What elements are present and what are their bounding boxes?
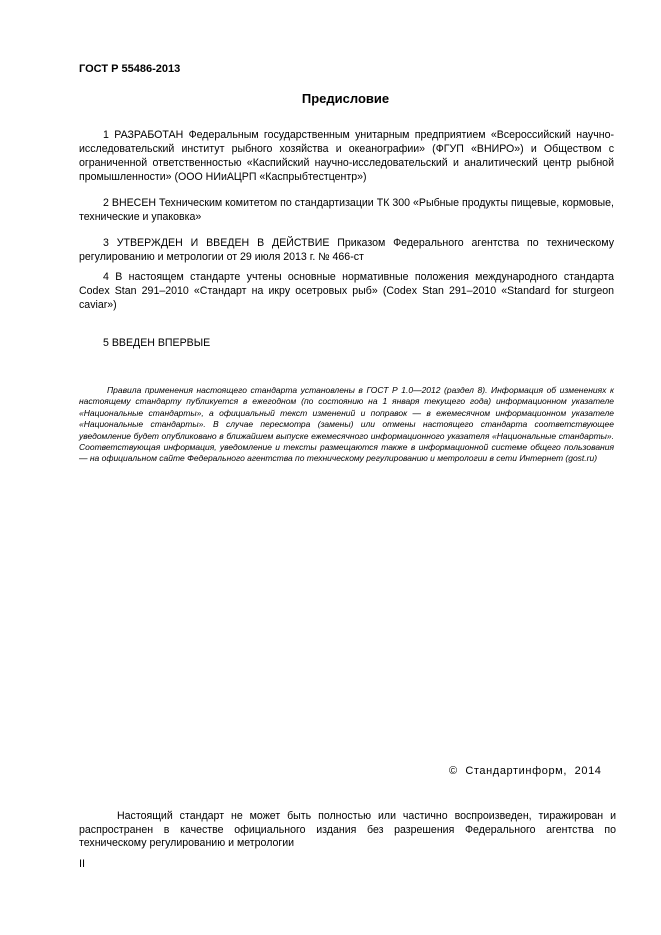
document-code: ГОСТ Р 55486-2013 [79,63,181,75]
application-rules-note: Правила применения настоящего стандарта установлены в ГОСТ Р 1.0—2012 (раздел 8). Информация об изменениях к настоящему стандарту публикуется в ежегодном (по состоянию на 1 января текущего года) информационном указателе «Национальные стандарты», а официальный текст изменений и поправок — в ежемесячном информационном указателе «Национальные стандарты». В случае пересмотра (замены) или отмены настоящего стандарта соответствующее уведомление будет опубликовано в ближайшем выпуске ежемесячного информационного указателя «Национальные стандарты». Соответствующая информация, уведомление и тексты размещаются также в информационной системе общего пользования — на официальном сайте Федерального агентства по техническому регулированию и метрологии в сети Интернет (gost.ru) [79,385,614,464]
foreword-item-2: 2 ВНЕСЕН Техническим комитетом по стандартизации ТК 300 «Рыбные продукты пищевые, кормовые, технические и упаковка» [79,197,614,223]
foreword-item-5: 5 ВВЕДЕН ВПЕРВЫЕ [103,337,211,349]
copyright: © Стандартинформ, 2014 [449,765,602,777]
foreword-item-4: 4 В настоящем стандарте учтены основные нормативные положения международного стандарта Codex Stan 291–2010 «Стандарт на икру осетровых рыб» (Codex Stan 291–2010 «Standard for sturgeon caviar») [79,271,614,311]
page-number: II [79,858,86,870]
reproduction-notice: Настоящий стандарт не может быть полностью или частично воспроизведен, тиражирован и распространен в качестве официального издания без разрешения Федерального агентства по техническому регулированию и метрологии [79,810,616,849]
page-title: Предисловие [301,91,390,106]
foreword-item-3: 3 УТВЕРЖДЕН И ВВЕДЕН В ДЕЙСТВИЕ Приказом Федерального агентства по техническому регулированию и метрологии от 29 июля 2013 г. № 466-ст [79,237,614,263]
foreword-item-1: 1 РАЗРАБОТАН Федеральным государственным унитарным предприятием «Всероссийский научно-исследовательский институт рыбного хозяйства и океанографии» (ФГУП «ВНИРО») и Обществом с ограниченной ответственностью «Каспийский научно-исследовательский и аналитический центр рыбной промышленности» (ООО НИиАЦРП «Каспрыбтестцентр») [79,129,614,183]
